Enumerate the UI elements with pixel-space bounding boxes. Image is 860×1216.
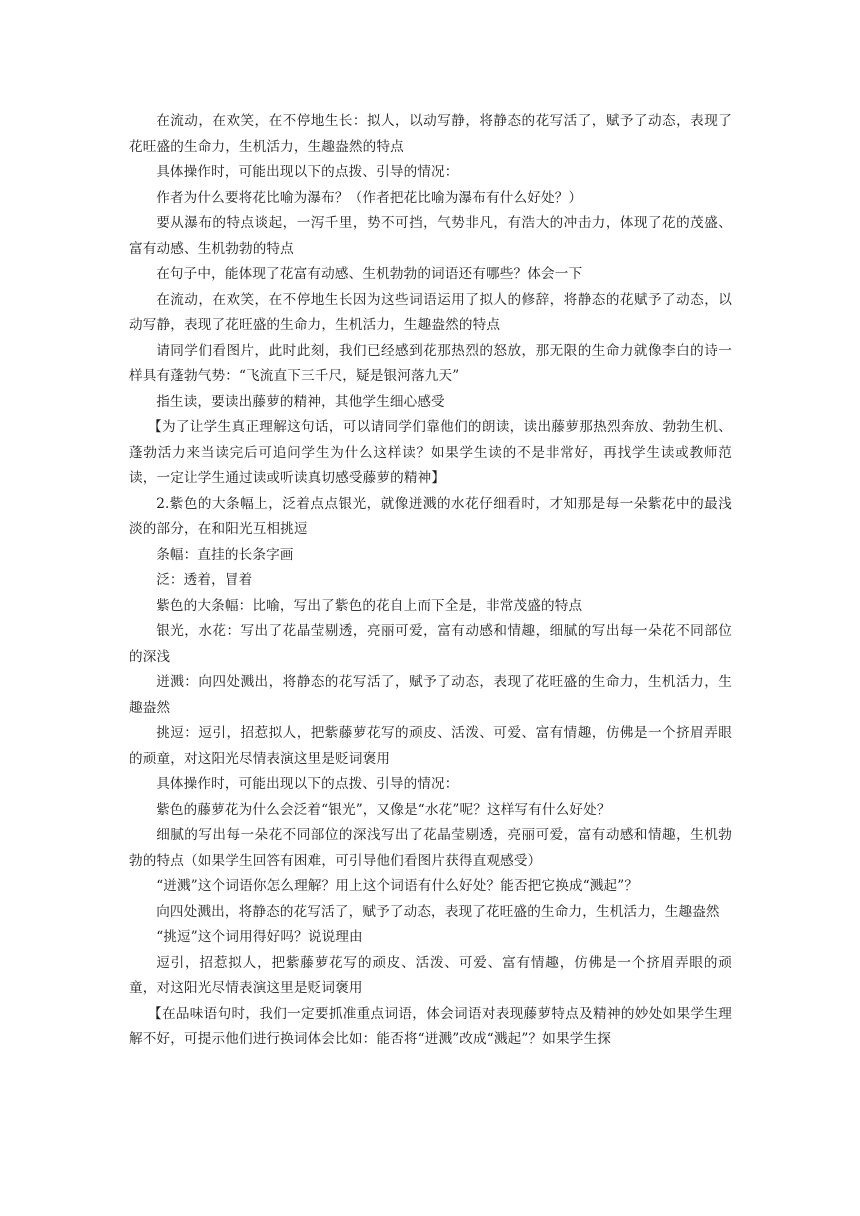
paragraph: 细腻的写出每一朵花不同部位的深浅写出了花晶莹剔透，亮丽可爱，富有动感和情趣，生机勃勃的特点（如果学生回答有困难，可引导他们看图片获得直观感受） [129, 827, 732, 869]
paragraph: 指生读，要读出藤萝的精神，其他学生细心感受 [156, 393, 445, 410]
paragraph: 泛：透着，冒着 [156, 572, 253, 588]
teaching-note-paragraph: 【为了让学生真正理解这句话，可以请同学们靠他们的朗读，读出藤萝那热烈奔放、勃勃生机、蓬勃活力来当读完后可追问学生为什么这样读？如果学生读的不是非常好，再找学生读或教师范读，一定让学生通过读或听读真切感受藤萝的精神】 [129, 419, 732, 486]
paragraph: 紫色的藤萝花为什么会泛着“银光”，又像是“水花”呢？这样写有什么好处？ [156, 801, 611, 818]
paragraph: 在句子中，能体现了花富有动感、生机勃勃的词语还有哪些？体会一下 [156, 266, 583, 282]
paragraph: 银光，水花：写出了花晶莹剔透，亮丽可爱，富有动感和情趣，细腻的写出每一朵花不同部位的深浅 [129, 623, 732, 665]
paragraph: 具体操作时，可能出现以下的点拨、引导的情况： [156, 164, 459, 180]
paragraph: 请同学们看图片，此时此刻，我们已经感到花那热烈的怒放，那无限的生命力就像李白的诗一样具有蓬勃气势：“飞流直下三千尺，疑是银河落九天” [129, 342, 732, 384]
paragraph: “挑逗”这个词用得好吗？说说理由 [156, 929, 363, 945]
paragraph: 具体操作时，可能出现以下的点拨、引导的情况： [156, 776, 459, 792]
teaching-note-paragraph: 【在品味语句时，我们一定要抓准重点词语，体会词语对表现藤萝特点及精神的妙处如果学生理解不好，可提示他们进行换词体会比如：能否将“迸溅”改成“溅起”？如果学生探 [129, 1005, 732, 1047]
paragraph: 紫色的大条幅：比喻，写出了紫色的花自上而下全是，非常茂盛的特点 [156, 597, 583, 614]
paragraph: 向四处溅出，将静态的花写活了，赋予了动态，表现了花旺盛的生命力，生机活力，生趣盎然 [156, 903, 720, 920]
paragraph: 迸溅：向四处溅出，将静态的花写活了，赋予了动态，表现了花旺盛的生命力，生机活力，生趣盎然 [129, 674, 732, 716]
paragraph: 在流动，在欢笑，在不停地生长因为这些词语运用了拟人的修辞，将静态的花赋予了动态，以动写静，表现了花旺盛的生命力，生机活力，生趣盎然的特点 [129, 291, 732, 333]
paragraph: 作者为什么要将花比喻为瀑布？（作者把花比喻为瀑布有什么好处？） [156, 189, 583, 206]
paragraph: 条幅：直挂的长条字画 [156, 546, 294, 563]
paragraph: 在流动，在欢笑，在不停地生长：拟人，以动写静，将静态的花写活了，赋予了动态，表现了花旺盛的生命力，生机活力，生趣盎然的特点 [129, 113, 732, 155]
paragraph: 逗引，招惹拟人，把紫藤萝花写的顽皮、活泼、可爱、富有情趣，仿佛是一个挤眉弄眼的顽童，对这阳光尽情表演这里是贬词褒用 [129, 954, 732, 996]
paragraph: “迸溅”这个词语你怎么理解？用上这个词语有什么好处？能否把它换成“溅起”？ [156, 878, 639, 894]
paragraph: 挑逗：逗引，招惹拟人，把紫藤萝花写的顽皮、活泼、可爱、富有情趣，仿佛是一个挤眉弄眼的顽童，对这阳光尽情表演这里是贬词褒用 [129, 725, 732, 767]
paragraph: 要从瀑布的特点谈起，一泻千里，势不可挡，气势非凡，有浩大的冲击力，体现了花的茂盛、富有动感、生机勃勃的特点 [129, 215, 732, 257]
document-body [129, 109, 732, 1053]
paragraph: 2.紫色的大条幅上，泛着点点银光，就像迸溅的水花仔细看时，才知那是每一朵紫花中的最浅淡的部分，在和阳光互相挑逗 [129, 495, 732, 537]
